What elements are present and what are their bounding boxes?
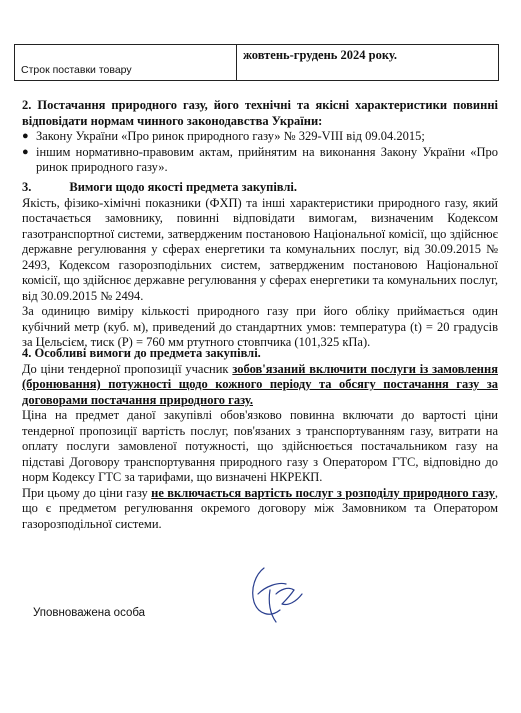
section-4-paragraph-1 <box>22 362 498 409</box>
section-2 <box>22 98 498 176</box>
section-2-bullet-2 <box>22 145 498 176</box>
supply-term-table <box>14 44 499 81</box>
section-4 <box>22 346 498 532</box>
section-4-paragraph-2: Ціна на предмет даної закупівлі обов'язково повинна включати до вартості ціни тендерної пропозиції вартість послуг, пов'язаних з транспортуванням газу, витрати на оплату послуги замовленої потужності, що здійснюється постачальником газу на підставі Договору транспортування природного газу з Оператором ГТС, відповідно до норм Кодексу ГТС за тарифами, що визначені НКРЕКП. <box>22 408 498 484</box>
section-2-bullet-1-text: Закону України «Про ринок природного газу» № 329-VIII від 09.04.2015; <box>36 129 425 143</box>
supply-term-value: жовтень-грудень 2024 року. <box>243 48 398 62</box>
section-4-title: 4. Особливі вимоги до предмета закупівлі. <box>22 346 261 360</box>
section-3-number: 3. <box>22 180 32 194</box>
bullet-icon: ● <box>22 130 29 142</box>
section-4-paragraph-3 <box>22 486 498 533</box>
bullet-icon: ● <box>22 145 29 158</box>
section-2-title: 2. Постачання природного газу, його технічні та якісні характеристики повинні відповідати нормам чинного законодавства України: <box>22 98 498 128</box>
section-2-bullet-2-text: іншим нормативно-правовим актам, прийнятим на виконання Закону України «Про ринок природного газу». <box>36 144 498 174</box>
section-4-p1-emphasis: зобов'язаний включити послуги із замовлення (бронювання) потужності щодо кожного періоду та обсягу постачання газу за договорами постачання природного газу. <box>22 361 498 407</box>
section-3-paragraph-2: За одиницю виміру кількості природного газу при його обліку приймається один кубічний метр (куб. м), приведений до стандартних умов: температура (t) = 20 градусів за Цельсієм, тиск (P) = 760 мм ртутного стовпчика (101,325 кПа). <box>22 304 498 349</box>
section-4-p3-end: , що є предметом регулювання окремого договору між Замовником та Оператором газорозподільної системи. <box>22 485 499 531</box>
authorized-person-label: Уповноважена особа <box>33 607 146 619</box>
section-3-paragraph-1: Якість, фізико-хімічні показники (ФХП) та інші характеристики природного газу, який постачається замовнику, повинні відповідати вимогам, визначеним Кодексом газотранспортної системи, затвердженим постановою Національної комісії, що здійснює державне регулювання у сферах енергетики та комунальних послуг, від 30.09.2015 № 2493, Кодексом газорозподільних систем, затвердженим постановою Національної комісії, що здійснює державне регулювання у сферах енергетики та комунальних послуг, від 30.09.2015 № 2494. <box>22 195 498 303</box>
section-4-p3-emphasis: не включається вартість послуг з розподілу природного газу <box>151 485 495 500</box>
section-4-p1-start: До ціни тендерної пропозиції учасник <box>22 361 233 376</box>
section-3-heading <box>22 180 498 196</box>
section-3-title: Вимоги щодо якості предмета закупівлі. <box>69 180 298 194</box>
section-4-p3-start: При цьому до ціни газу <box>22 485 152 500</box>
section-2-bullet-1 <box>22 129 498 145</box>
signature-image <box>236 560 306 630</box>
supply-term-label: Строк поставки товару <box>15 45 237 80</box>
section-3 <box>22 180 498 351</box>
